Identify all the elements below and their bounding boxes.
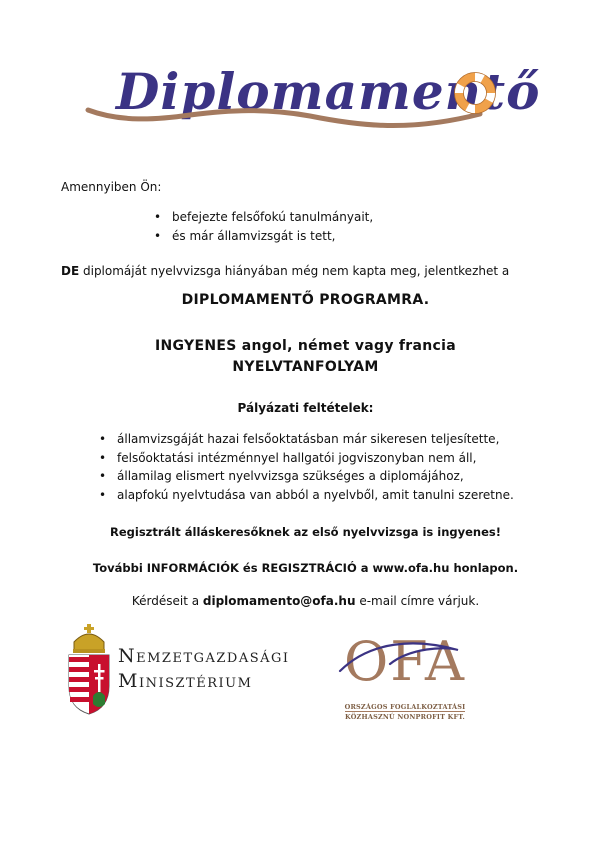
contact-text: Kérdéseit a [131, 594, 203, 608]
list-item: • befejezte felsőfokú tanulmányait, [172, 208, 373, 227]
course-title [0, 336, 611, 378]
ministry-line-1: Nemzetgazdasági [118, 645, 290, 667]
info-text: További [92, 561, 147, 575]
ofa-subtitle-line-1: ORSZÁGOS FOGLALKOZTATÁSI [344, 703, 466, 711]
info-line [0, 561, 611, 575]
info-text: honlapon. [449, 561, 519, 575]
info-text: a [356, 561, 373, 575]
website-link[interactable]: www.ofa.hu [372, 561, 450, 575]
ofa-subtitle-line-2: KÖZHASZNÚ NONPROFIT KFT. [345, 713, 465, 721]
info-text: és [238, 561, 262, 575]
de-paragraph [61, 264, 509, 278]
coat-of-arms-icon [64, 624, 114, 716]
intro-text: Amennyiben Ön: [61, 180, 162, 194]
contact-line [0, 594, 611, 608]
ofa-subtitle [330, 703, 480, 721]
ofa-wordmark: OFA [343, 630, 467, 693]
logo-wordmark: Diplomamentő [116, 62, 541, 121]
criteria-list [117, 430, 514, 504]
diplomamento-logo [80, 60, 541, 150]
list-item: • államilag elismert nyelvvizsga szükséges a diplomájához, [117, 467, 514, 486]
info-keyword: INFORMÁCIÓK [146, 561, 239, 575]
list-item: • felsőoktatási intézménnyel hallgatói jogviszonyban nem áll, [117, 449, 514, 468]
program-title: DIPLOMAMENTŐ PROGRAMRA. [181, 292, 430, 308]
course-line-1: INGYENES angol, német vagy francia [155, 338, 456, 354]
first-conditions-list [172, 208, 373, 245]
contact-text: e-mail címre várjuk. [355, 594, 480, 608]
ofa-swoosh-icon [330, 626, 480, 701]
list-item: • államvizsgáját hazai felsőoktatásban már sikeresen teljesítette, [117, 430, 514, 449]
de-word: DE [61, 264, 80, 278]
ministry-line-2: Minisztérium [118, 670, 253, 692]
list-item: • és már államvizsgát is tett, [172, 227, 373, 246]
list-item: • alapfokú nyelvtudása van abból a nyelvből, amit tanulni szeretne. [117, 486, 514, 505]
de-rest: diplomáját nyelvvizsga hiányában még nem kapta meg, jelentkezhet a [79, 264, 510, 278]
course-line-2: NYELVTANFOLYAM [232, 359, 379, 375]
criteria-heading: Pályázati feltételek: [237, 401, 374, 415]
registered-note: Regisztrált álláskeresőknek az első nyelvvizsga is ingyenes! [110, 525, 501, 539]
email-link[interactable]: diplomamento@ofa.hu [202, 594, 356, 608]
life-ring-icon [452, 70, 498, 116]
ministry-name [118, 644, 290, 694]
info-keyword: REGISZTRÁCIÓ [261, 561, 357, 575]
